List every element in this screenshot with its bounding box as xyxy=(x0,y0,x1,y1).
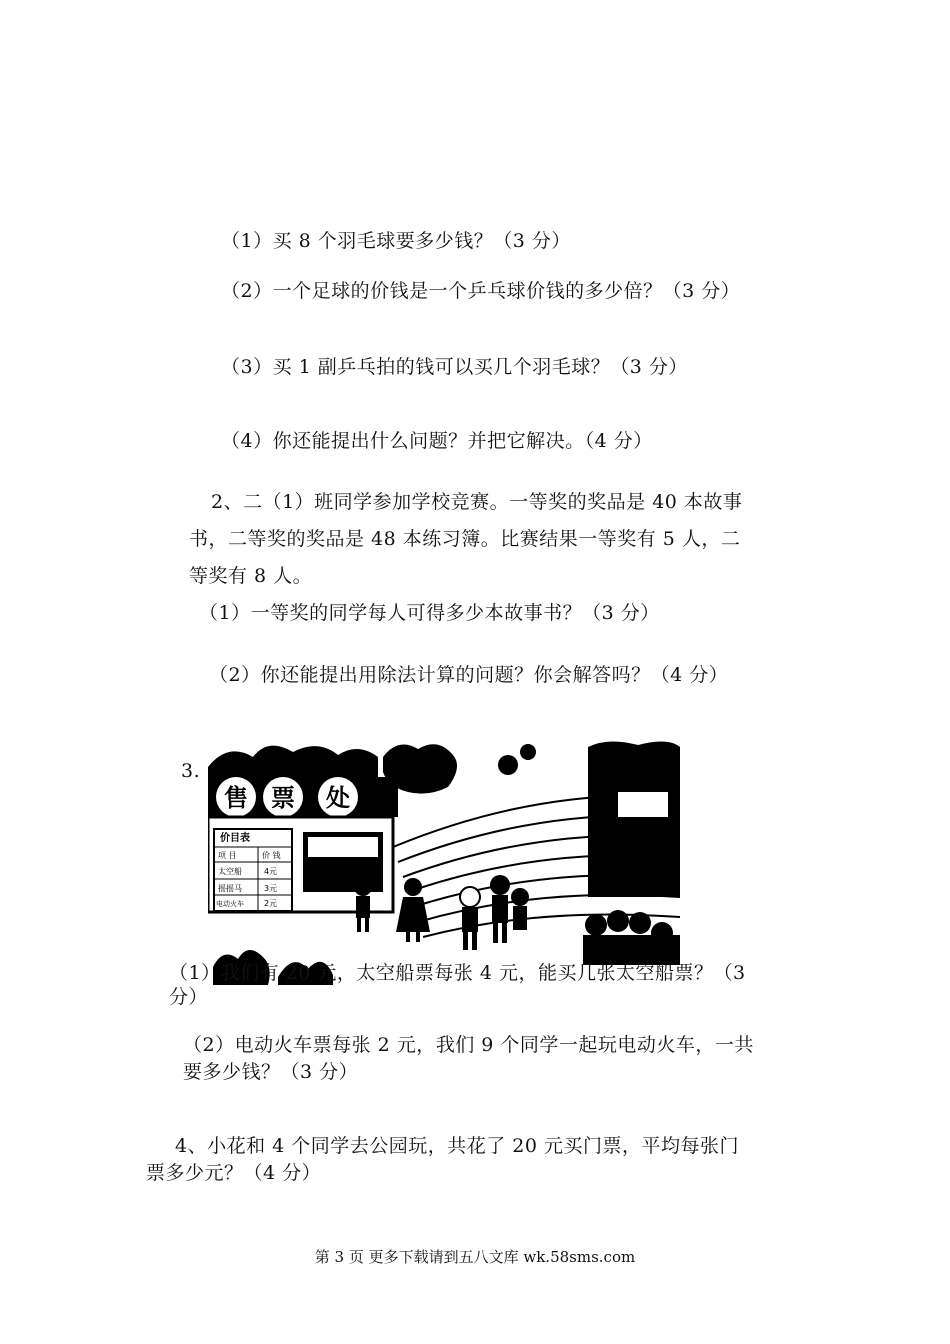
price-table-title: 价目表 xyxy=(220,833,250,844)
ticket-office-illustration xyxy=(208,737,680,985)
price-row-1-item: 太空船 xyxy=(218,867,242,876)
q4-line2: 票多少元？（4 分） xyxy=(146,1162,322,1184)
q3-number: 3. xyxy=(181,760,201,782)
q4-line1: 4、小花和 4 个同学去公园玩，共花了 20 元买门票，平均每张门 xyxy=(175,1135,740,1157)
price-row-1-price: 4元 xyxy=(264,867,278,876)
price-table xyxy=(214,829,292,911)
price-row-2-price: 3元 xyxy=(264,884,278,893)
price-header-item: 项 目 xyxy=(218,851,237,860)
sign-char-1: 售 xyxy=(224,784,248,812)
price-row-3-price: 2元 xyxy=(264,899,278,908)
q3-2-line1: （2）电动火车票每张 2 元，我们 9 个同学一起玩电动火车，一共 xyxy=(183,1034,754,1056)
price-row-2-item: 摇摇马 xyxy=(218,884,242,893)
q1-4: （4）你还能提出什么问题？并把它解决。（4 分） xyxy=(221,430,653,452)
q2-intro-line3: 等奖有 8 人。 xyxy=(189,565,313,587)
price-header-price: 价 钱 xyxy=(262,851,281,860)
price-row-3-item: 电动火车 xyxy=(216,900,244,908)
page-footer: 第 3 页 更多下载请到五八文库 wk.58sms.com xyxy=(314,1248,636,1266)
q1-3: （3）买 1 副乒乓拍的钱可以买几个羽毛球？（3 分） xyxy=(221,356,688,378)
sign-char-2: 票 xyxy=(271,784,295,812)
q3-2-line2: 要多少钱？（3 分） xyxy=(183,1061,359,1083)
q1-1: （1）买 8 个羽毛球要多少钱？（3 分） xyxy=(221,230,571,252)
sign-chars xyxy=(224,784,350,812)
q2-1: （1）一等奖的同学每人可得多少本故事书？（3 分） xyxy=(199,602,660,624)
q2-intro-line1: 2、二（1）班同学参加学校竞赛。一等奖的奖品是 40 本故事 xyxy=(211,491,743,513)
sign-char-3: 处 xyxy=(326,784,350,812)
q2-intro-line2: 书，二等奖的奖品是 48 本练习簿。比赛结果一等奖有 5 人，二 xyxy=(189,528,741,550)
q1-2: （2）一个足球的价钱是一个乒乓球价钱的多少倍？（3 分） xyxy=(221,280,741,302)
q3-1-line2: 分） xyxy=(169,986,209,1008)
q2-2: （2）你还能提出用除法计算的问题？你会解答吗？（4 分） xyxy=(209,664,729,686)
q3-1-line1: （1）我们有 20 元，太空船票每张 4 元，能买几张太空船票？（3 xyxy=(169,962,746,984)
